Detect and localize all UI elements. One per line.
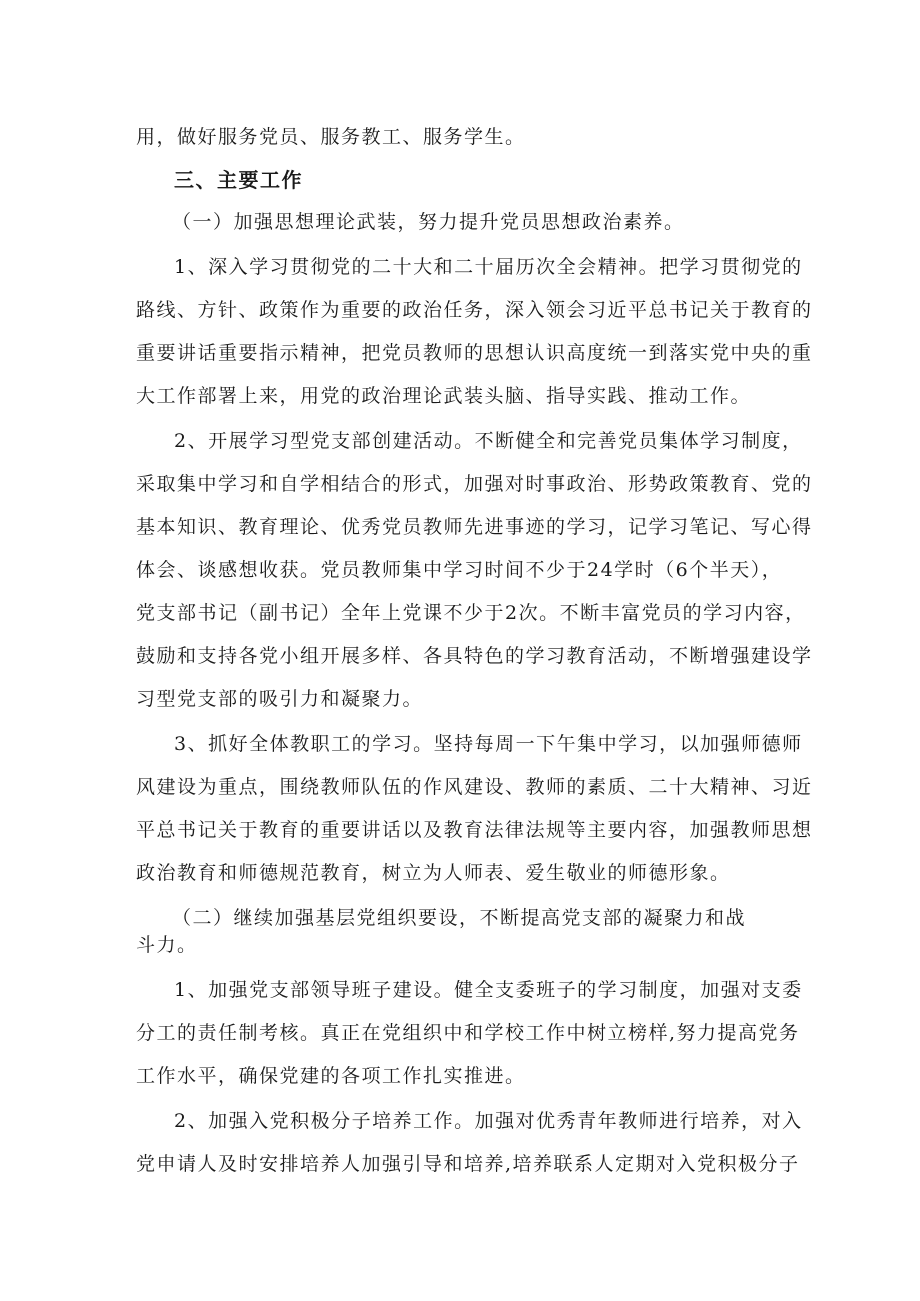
paragraph-line: 大工作部署上来，用党的政治理论武装头脑、指导实践、推动工作。	[136, 385, 752, 407]
paragraph-line: 政治教育和师德规范教育，树立为人师表、爱生敬业的师德形象。	[136, 862, 731, 884]
section-heading: 三、主要工作	[174, 168, 303, 192]
paragraph-line: 分工的责任制考核。真正在党组织中和学校工作中树立榜样,努力提高党务	[136, 1022, 800, 1044]
paragraph-line: 习型党支部的吸引力和凝聚力。	[136, 688, 424, 710]
paragraph-line: 用，做好服务党员、服务教工、服务学生。	[136, 126, 526, 148]
paragraph-line: 1、深入学习贯彻党的二十大和二十届历次全会精神。把学习贯彻党的	[174, 256, 803, 278]
paragraph-line: 基本知识、教育理论、优秀党员教师先进事迹的学习，记学习笔记、写心得	[136, 516, 813, 538]
paragraph-line: 2、开展学习型党支部创建活动。不断健全和完善党员集体学习制度，	[174, 430, 803, 452]
paragraph-line: 1、加强党支部领导班子建设。健全支委班子的学习制度，加强对支委	[174, 979, 803, 1001]
subsection-heading-continued: 斗力。	[136, 934, 198, 956]
subsection-heading: （一）加强思想理论武装，努力提升党员思想政治素养。	[172, 211, 685, 233]
paragraph-line: 党申请人及时安排培养人加强引导和培养,培养联系人定期对入党积极分子	[136, 1153, 800, 1175]
paragraph-line: 路线、方针、政策作为重要的政治任务，深入领会习近平总书记关于教育的	[136, 299, 813, 321]
paragraph-line: 工作水平，确保党建的各项工作扎实推进。	[136, 1065, 526, 1087]
subsection-heading: （二）继续加强基层党组织要设，不断提高党支部的凝聚力和战	[172, 907, 747, 929]
paragraph-line: 重要讲话重要指示精神，把党员教师的思想认识高度统一到落实党中央的重	[136, 342, 813, 364]
paragraph-line: 3、抓好全体教职工的学习。坚持每周一下午集中学习，以加强师德师	[174, 733, 803, 755]
paragraph-line: 风建设为重点，围绕教师队伍的作风建设、教师的素质、二十大精神、习近	[136, 776, 813, 798]
paragraph-line: 鼓励和支持各党小组开展多样、各具特色的学习教育活动，不断增强建设学	[136, 645, 813, 667]
paragraph-line: 2、加强入党积极分子培养工作。加强对优秀青年教师进行培养，对入	[174, 1110, 803, 1132]
paragraph-line: 采取集中学习和自学相结合的形式，加强对时事政治、形势政策教育、党的	[136, 473, 813, 495]
paragraph-line: 平总书记关于教育的重要讲话以及教育法律法规等主要内容，加强教师思想	[136, 819, 813, 841]
paragraph-line: 体会、谈感想收获。党员教师集中学习时间不少于24学时（6个半天），	[136, 559, 783, 581]
paragraph-line: 党支部书记（副书记）全年上党课不少于2次。不断丰富党员的学习内容，	[136, 602, 806, 624]
